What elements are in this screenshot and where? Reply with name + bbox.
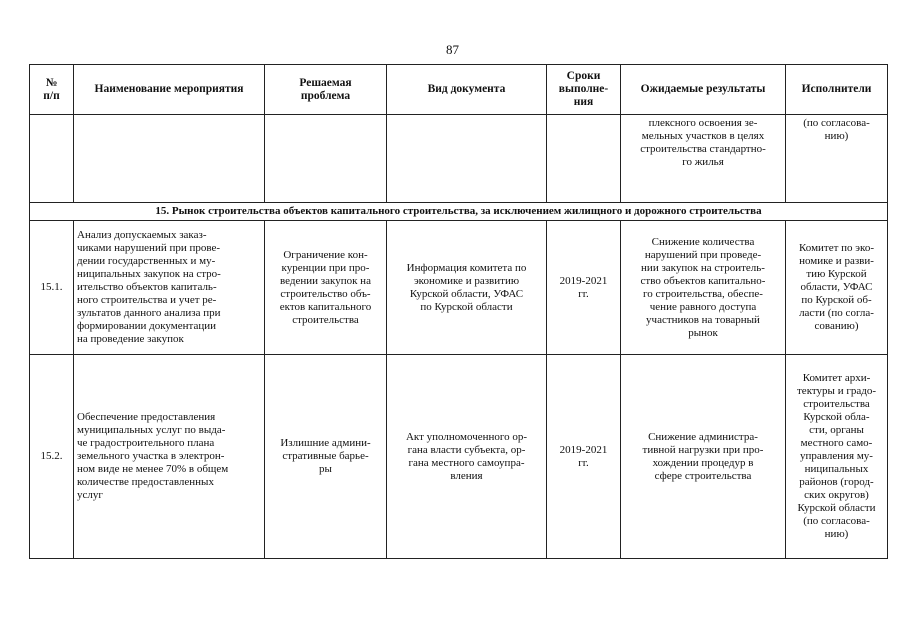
row-results: Снижение администра- тивной нагрузки при про- хождении процедур в сфере строительства bbox=[621, 355, 786, 559]
section-row bbox=[30, 203, 888, 221]
cont-problem bbox=[265, 115, 387, 203]
header-row bbox=[30, 65, 888, 115]
row-problem: Ограничение кон- куренции при про- ведении закупок на строительство объ- ектов капитального строительства bbox=[265, 221, 387, 355]
row-doc-type: Информация комитета по экономике и развитию Курской области, УФАС по Курской области bbox=[387, 221, 547, 355]
row-num: 15.2. bbox=[30, 355, 74, 559]
cont-num bbox=[30, 115, 74, 203]
row-deadline: 2019-2021 гг. bbox=[547, 221, 621, 355]
table-row bbox=[30, 221, 888, 355]
row-executors: Комитет по эко- номике и разви- тию Курской области, УФАС по Курской об- ласти (по согла- сованию) bbox=[786, 221, 888, 355]
row-name: Анализ допускаемых заказ- чиками нарушений при прове- дении государственных и му- ниципальных закупок на стро- ительство объектов капиталь- ного строительства и учет ре- зультатов данного анализа при формировании документации на проведение закупок bbox=[74, 221, 265, 355]
header-executors: Исполнители bbox=[786, 65, 888, 115]
cont-results: плексного освоения зе- мельных участков в целях строительства стандартно- го жилья bbox=[621, 115, 786, 203]
row-executors: Комитет архи- тектуры и градо- строительства Курской обла- сти, органы местного само- управления му- ниципальных районов (город- ских округов) Курской области (по согласова- нию) bbox=[786, 355, 888, 559]
cont-deadline bbox=[547, 115, 621, 203]
header-deadline: Сроки выполне- ния bbox=[547, 65, 621, 115]
header-problem: Решаемая проблема bbox=[265, 65, 387, 115]
table-row bbox=[30, 355, 888, 559]
row-name: Обеспечение предоставления муниципальных услуг по выда- че градостроительного плана земельного участка в электрон- ном виде не менее 70% в общем количестве предоставленных услуг bbox=[74, 355, 265, 559]
row-num: 15.1. bbox=[30, 221, 74, 355]
cont-name bbox=[74, 115, 265, 203]
row-doc-type: Акт уполномоченного ор- гана власти субъекта, ор- гана местного самоупра- вления bbox=[387, 355, 547, 559]
header-doc-type: Вид документа bbox=[387, 65, 547, 115]
header-results: Ожидаемые результаты bbox=[621, 65, 786, 115]
continuation-row bbox=[30, 115, 888, 203]
measures-table bbox=[29, 64, 888, 559]
row-deadline: 2019-2021 гг. bbox=[547, 355, 621, 559]
header-name: Наименование мероприятия bbox=[74, 65, 265, 115]
header-num: № п/п bbox=[30, 65, 74, 115]
row-problem: Излишние админи- стративные барье- ры bbox=[265, 355, 387, 559]
cont-doc-type bbox=[387, 115, 547, 203]
cont-executors: (по согласова- нию) bbox=[786, 115, 888, 203]
row-results: Снижение количества нарушений при проведе- нии закупок на строитель- ство объектов капитально- го строительства, обеспе- чение равного доступа участников на товарный рынок bbox=[621, 221, 786, 355]
page-number: 87 bbox=[446, 42, 459, 57]
section-title: 15. Рынок строительства объектов капитального строительства, за исключением жилищного и дорожного строительства bbox=[30, 203, 888, 221]
